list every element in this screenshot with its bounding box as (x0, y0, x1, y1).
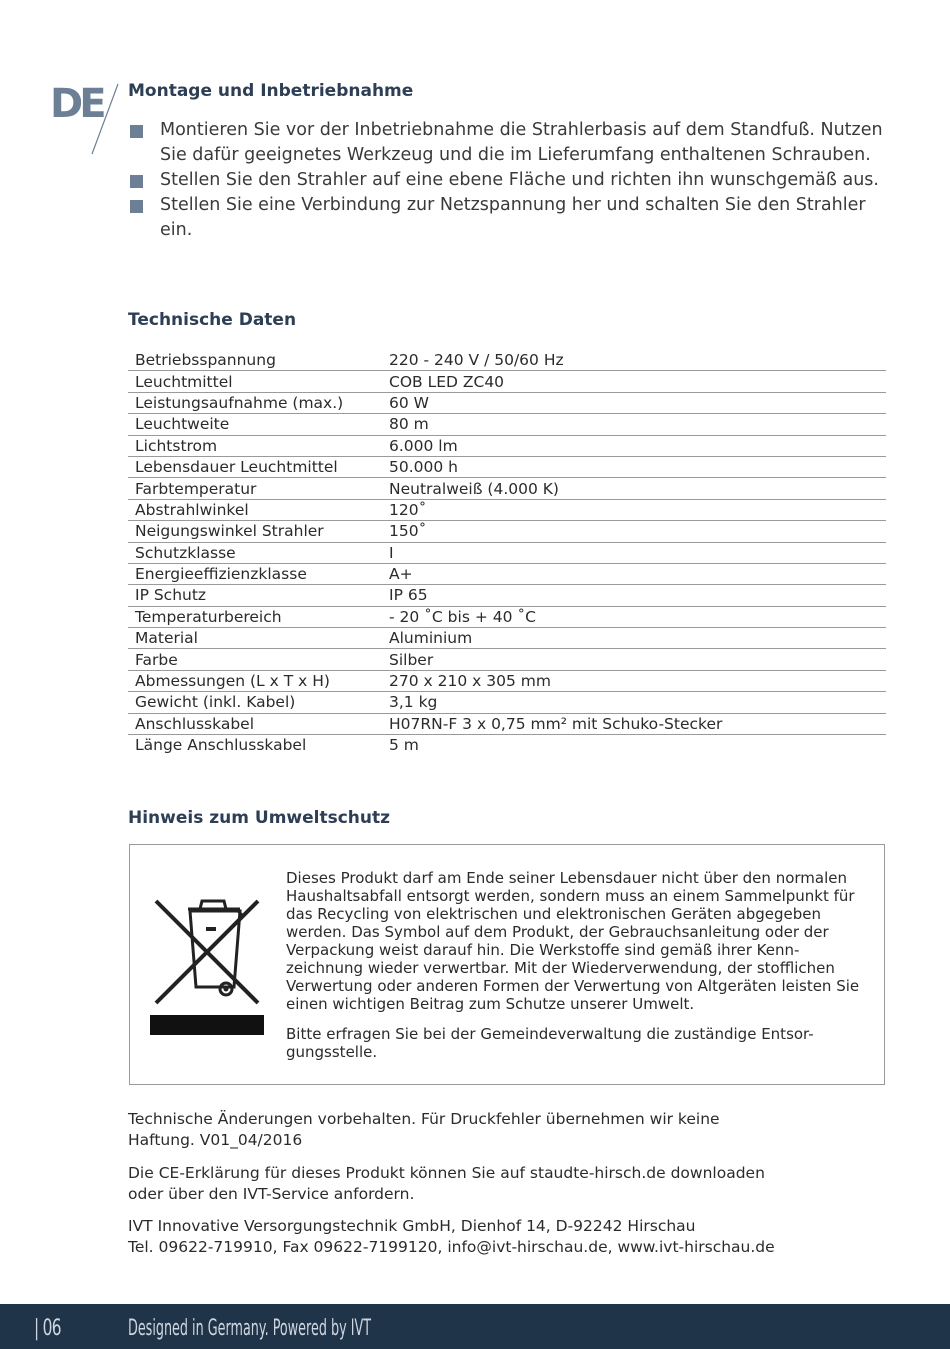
spec-label: Farbe (128, 649, 382, 670)
spec-value: 270 x 210 x 305 mm (382, 670, 886, 691)
table-row (128, 478, 886, 499)
table-row (128, 692, 886, 713)
footer-line: oder über den IVT-Service anfordern. (128, 1185, 415, 1203)
spec-value: I (382, 542, 886, 563)
spec-label: IP Schutz (128, 585, 382, 606)
env-notice-box (129, 844, 885, 1085)
weee-crossed-bin-icon (150, 895, 266, 1037)
footer-line: Die CE-Erklärung für dieses Produkt können Sie auf staudte-hirsch.de downloaden (128, 1164, 765, 1182)
env-paragraph: Bitte erfragen Sie bei der Gemeindeverwaltung die zuständige Entsor-gungsstelle. (286, 1025, 814, 1061)
montage-bullet-list (128, 118, 898, 243)
footer-line: IVT Innovative Versorgungstechnik GmbH, Dienhof 14, D-92242 Hirschau (128, 1217, 696, 1235)
tech-data-heading: Technische Daten (128, 310, 297, 330)
spec-label: Anschlusskabel (128, 713, 382, 734)
env-paragraph: Dieses Produkt darf am Ende seiner Lebensdauer nicht über den normalen Haushaltsabfall entsorgt werden, sondern muss an einem Sammelpunkt für das Recycling von elektrischen und elektronischen Geräten abgegeben werden. Das Symbol auf dem Produkt, der Gebrauchsanleitung oder der Verpackung weist darauf hin. Die Werkstoffe sind gemäß ihrer Kenn-zeichnung wieder verwertbar. Mit der Wiederverwendung, der stofflichen Verwertung oder anderen Formen der Verwertung von Altgeräten leisten Sie einen wichtigen Beitrag zum Schutze unserer Umwelt. (286, 869, 860, 1013)
table-row (128, 350, 886, 371)
table-row (128, 585, 886, 606)
tagline: Designed in Germany. Powered by IVT (128, 1316, 371, 1341)
table-row (128, 392, 886, 413)
spec-label: Abmessungen (L x T x H) (128, 670, 382, 691)
company-contact-text (128, 1216, 888, 1258)
spec-value: 5 m (389, 736, 419, 755)
table-row (128, 735, 886, 756)
list-item (128, 118, 898, 168)
table-row (128, 649, 886, 670)
spec-label: Länge Anschlusskabel (135, 736, 307, 755)
tech-data-table (128, 350, 886, 755)
spec-label: Lichtstrom (128, 435, 382, 456)
spec-label: Lebensdauer Leuchtmittel (128, 456, 382, 477)
spec-value: A+ (382, 563, 886, 584)
footer-line: Tel. 09622-719910, Fax 09622-7199120, info@ivt-hirschau.de, www.ivt-hirschau.de (128, 1238, 775, 1256)
spec-value: H07RN-F 3 x 0,75 mm² mit Schuko-Stecker (382, 713, 886, 734)
table-row (128, 435, 886, 456)
env-text (286, 869, 874, 1073)
spec-label: Betriebsspannung (128, 350, 382, 371)
spec-value: Silber (382, 649, 886, 670)
table-row (128, 521, 886, 542)
spec-label: Leistungsaufnahme (max.) (128, 392, 382, 413)
spec-value: 3,1 kg (382, 692, 886, 713)
table-row (128, 606, 886, 627)
spec-label: Neigungswinkel Strahler (128, 521, 382, 542)
spec-label: Material (128, 628, 382, 649)
ce-declaration-text (128, 1163, 888, 1205)
spec-value: COB LED ZC40 (382, 371, 886, 392)
square-bullet-icon (130, 200, 143, 213)
spec-value: 50.000 h (382, 456, 886, 477)
bullet-text: Montieren Sie vor der Inbetriebnahme die Strahlerbasis auf dem Standfuß. Nutzen Sie dafür geeignetes Werkzeug und die im Lieferumfang enthaltenen Schrauben. (160, 120, 883, 165)
spec-label: Farbtemperatur (128, 478, 382, 499)
bullet-text: Stellen Sie den Strahler auf eine ebene Fläche und richten ihn wunschgemäß aus. (160, 170, 879, 190)
montage-heading: Montage und Inbetriebnahme (128, 81, 414, 101)
table-row (128, 563, 886, 584)
spec-label: Gewicht (inkl. Kabel) (128, 692, 382, 713)
page-number: | 06 (34, 1316, 61, 1341)
slash-decoration-icon (88, 82, 122, 156)
square-bullet-icon (130, 175, 143, 188)
table-row (128, 499, 886, 520)
spec-label: Abstrahlwinkel (128, 499, 382, 520)
table-row (128, 542, 886, 563)
table-row (128, 371, 886, 392)
spec-value: 60 W (382, 392, 886, 413)
spec-label: Leuchtmittel (128, 371, 382, 392)
list-item (128, 168, 898, 193)
env-heading: Hinweis zum Umweltschutz (128, 808, 391, 828)
spec-value: 80 m (382, 414, 886, 435)
table-row (128, 628, 886, 649)
bullet-text: Stellen Sie eine Verbindung zur Netzspannung her und schalten Sie den Strahler ein. (160, 195, 866, 240)
footer-line: Haftung. V01_04/2016 (128, 1131, 303, 1149)
spec-value: IP 65 (382, 585, 886, 606)
spec-label: Energieeffizienzklasse (128, 563, 382, 584)
spec-label: Leuchtweite (128, 414, 382, 435)
spec-value: Aluminium (382, 628, 886, 649)
table-row (128, 456, 886, 477)
table-row (128, 414, 886, 435)
spec-value: - 20 ˚C bis + 40 ˚C (382, 606, 886, 627)
footer-line: Technische Änderungen vorbehalten. Für Druckfehler übernehmen wir keine (128, 1110, 720, 1128)
list-item (128, 193, 898, 243)
disclaimer-text (128, 1109, 888, 1151)
spec-value: 120˚ (382, 499, 886, 520)
spec-label: Schutzklasse (128, 542, 382, 563)
spec-value: 150˚ (382, 521, 886, 542)
spec-label: Temperaturbereich (128, 606, 382, 627)
bottom-bar (0, 1304, 950, 1349)
square-bullet-icon (130, 125, 143, 138)
spec-value: 6.000 lm (382, 435, 886, 456)
spec-value: 220 - 240 V / 50/60 Hz (382, 350, 886, 371)
language-code: DE (50, 81, 103, 127)
language-badge (50, 82, 120, 156)
table-row (128, 670, 886, 691)
table-row (128, 713, 886, 734)
spec-value: Neutralweiß (4.000 K) (382, 478, 886, 499)
